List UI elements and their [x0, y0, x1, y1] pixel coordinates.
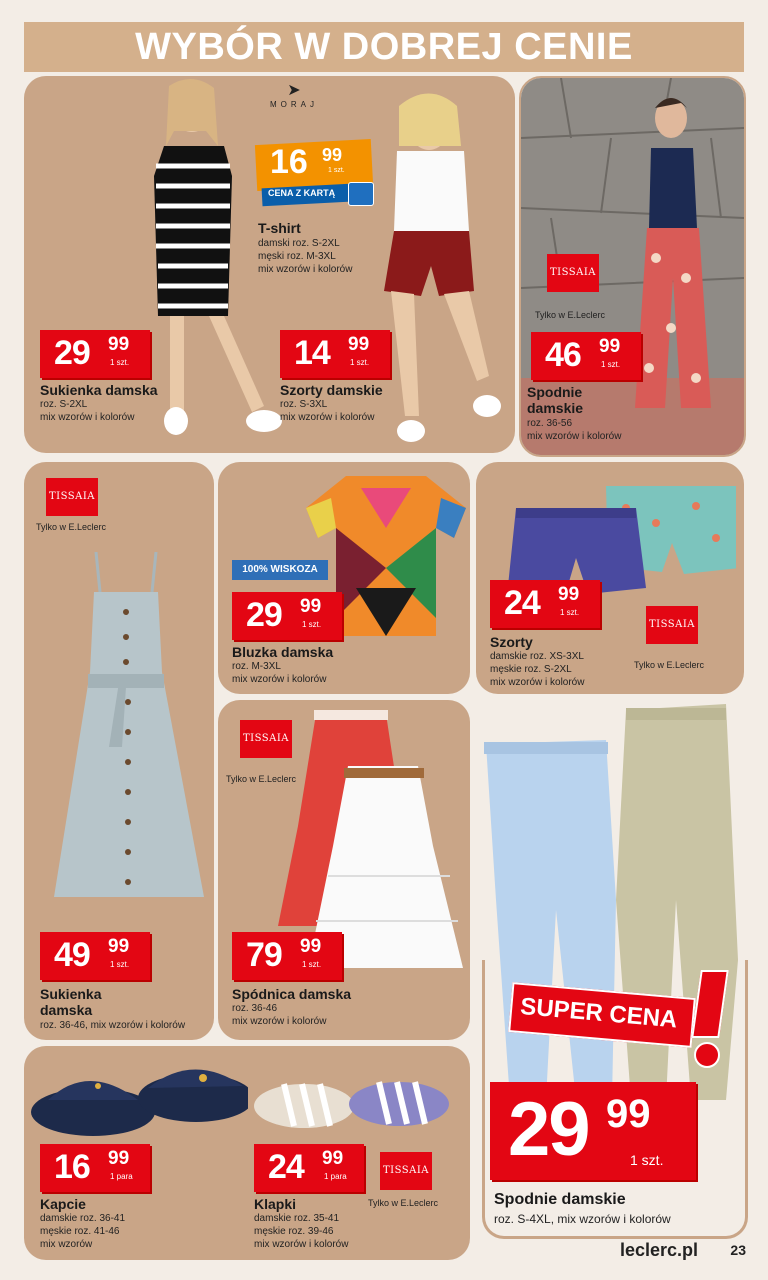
pants2-desc1: roz. S-4XL, mix wzorów i kolorów — [494, 1212, 671, 1226]
shorts1-price-unit: 1 szt. — [350, 358, 370, 367]
pants2-price-int: 29 — [508, 1087, 589, 1172]
flipflops-desc3: mix wzorów i kolorów — [254, 1239, 349, 1250]
card-slippers-flipflops — [24, 1046, 470, 1260]
super-cena-label: SUPER CENA — [519, 992, 679, 1034]
skirt-desc2: mix wzorów i kolorów — [232, 1016, 327, 1027]
flipflops-price-int: 24 — [268, 1148, 304, 1186]
tissaia-logo: TISSAIA — [646, 606, 698, 644]
card-skirt — [218, 700, 470, 1040]
pants2-price-dec: 99 — [606, 1092, 651, 1136]
card-pants1 — [519, 76, 746, 457]
shorts2-price-int: 24 — [504, 584, 540, 622]
card-blouse — [218, 462, 470, 694]
flipflops-price-tag — [254, 1144, 364, 1192]
tshirt-desc1: damski roz. S-2XL — [258, 238, 340, 249]
dress1-price-int: 29 — [54, 334, 90, 372]
shorts2-price-dec: 99 — [558, 584, 580, 605]
tylko-label: Tylko w E.Leclerc — [535, 310, 606, 320]
shorts2-desc2: męskie roz. S-2XL — [490, 664, 572, 675]
dress1-price-tag — [40, 330, 150, 378]
shorts2-price-unit: 1 szt. — [560, 608, 580, 617]
skirt-name: Spódnica damska — [232, 986, 352, 1002]
dress2-price-tag — [40, 932, 150, 980]
tylko-label: Tylko w E.Leclerc — [36, 522, 107, 532]
dress1-price-dec: 99 — [108, 334, 130, 355]
slippers-desc3: mix wzorów — [40, 1239, 93, 1250]
blouse-desc2: mix wzorów i kolorów — [232, 674, 327, 685]
shorts1-price-tag — [280, 330, 390, 378]
skirt-price-dec: 99 — [300, 936, 322, 957]
dress2-price-unit: 1 szt. — [110, 960, 130, 969]
pants2-price-tag — [490, 1082, 696, 1180]
skirt-price-unit: 1 szt. — [302, 960, 322, 969]
moraj-logo — [254, 80, 334, 109]
tissaia-logo: TISSAIA — [240, 720, 292, 758]
tissaia-logo: TISSAIA — [547, 254, 599, 292]
skirt-price-int: 79 — [246, 936, 282, 974]
tylko-label: Tylko w E.Leclerc — [634, 660, 705, 670]
blouse-desc1: roz. M-3XL — [232, 661, 281, 672]
skirt-desc1: roz. 36-46 — [232, 1003, 278, 1014]
pants1-price-unit: 1 szt. — [601, 360, 621, 369]
blouse-price-int: 29 — [246, 596, 282, 634]
chevron-right-icon: ➤ — [287, 82, 301, 99]
blouse-price-tag — [232, 592, 342, 640]
shorts1-desc1: roz. S-3XL — [280, 399, 328, 410]
pants1-price-int: 46 — [545, 336, 581, 374]
dress1-name: Sukienka damska — [40, 382, 158, 398]
shorts1-price-int: 14 — [294, 334, 330, 372]
moraj-wordmark: MORAJ — [270, 100, 318, 109]
slippers-name: Kapcie — [40, 1196, 86, 1212]
page-number: 23 — [730, 1242, 746, 1258]
tshirt-price-tag — [256, 142, 372, 206]
shorts2-desc3: mix wzorów i kolorów — [490, 677, 585, 688]
page-title: WYBÓR W DOBREJ CENIE — [135, 26, 633, 68]
card-price-label: CENA Z KARTĄ — [268, 188, 336, 198]
pants1-price-dec: 99 — [599, 336, 621, 357]
pants1-desc1: roz. 36-56 — [527, 418, 573, 429]
pants1-desc2: mix wzorów i kolorów — [527, 431, 622, 442]
blouse-price-unit: 1 szt. — [302, 620, 322, 629]
tylko-label: Tylko w E.Leclerc — [368, 1198, 439, 1208]
dress2-price-int: 49 — [54, 936, 90, 974]
dress1-desc2: mix wzorów i kolorów — [40, 412, 135, 423]
card-dress2 — [24, 462, 214, 1040]
blouse-price-dec: 99 — [300, 596, 322, 617]
slippers-desc1: damskie roz. 36-41 — [40, 1213, 126, 1224]
skirt-price-tag — [232, 932, 342, 980]
flipflops-price-unit: 1 para — [324, 1172, 347, 1181]
shorts2-price-tag — [490, 580, 600, 628]
shorts1-price-dec: 99 — [348, 334, 370, 355]
flipflops-name: Klapki — [254, 1196, 297, 1212]
shorts1-desc2: mix wzorów i kolorów — [280, 412, 375, 423]
exclamation-icon — [690, 970, 726, 1068]
blouse-name: Bluzka damska — [232, 644, 334, 660]
flipflops-price-dec: 99 — [322, 1148, 344, 1169]
pants1-name-1: Spodnie — [527, 384, 583, 400]
dress1-price-unit: 1 szt. — [110, 358, 130, 367]
flipflops-desc2: męskie roz. 39-46 — [254, 1226, 334, 1237]
tissaia-logo: TISSAIA — [380, 1152, 432, 1190]
shorts1-name: Szorty damskie — [280, 382, 383, 398]
tissaia-logo: TISSAIA — [46, 478, 98, 516]
shorts-photo — [369, 76, 515, 451]
shorts2-photo — [496, 468, 736, 598]
dress2-name-2: damska — [40, 1002, 93, 1018]
slippers-price-dec: 99 — [108, 1148, 130, 1169]
header-banner — [24, 22, 744, 72]
slippers-price-int: 16 — [54, 1148, 90, 1186]
tshirt-desc2: męski roz. M-3XL — [258, 251, 336, 262]
tshirt-desc3: mix wzorów i kolorów — [258, 264, 353, 275]
tshirt-name: T-shirt — [258, 220, 301, 236]
tshirt-price-unit: 1 szt. — [328, 167, 345, 174]
tshirt-price-dec: 99 — [322, 145, 343, 165]
card-dress-tshirt-shorts — [24, 76, 515, 453]
pants2-name: Spodnie damskie — [494, 1191, 626, 1208]
dress2-photo — [54, 552, 204, 932]
footer-site-link[interactable]: leclerc.pl — [619, 1240, 698, 1260]
dress2-price-dec: 99 — [108, 936, 130, 957]
flipflops-desc1: damskie roz. 35-41 — [254, 1213, 340, 1224]
shorts2-desc1: damskie roz. XS-3XL — [490, 651, 584, 662]
tshirt-price-int: 16 — [270, 143, 308, 181]
material-badge: 100% WISKOZA — [232, 560, 328, 580]
slippers-price-unit: 1 para — [110, 1172, 133, 1181]
loyalty-card-icon — [348, 182, 374, 206]
slippers-price-tag — [40, 1144, 150, 1192]
dress2-desc1: roz. 36-46, mix wzorów i kolorów — [40, 1020, 186, 1031]
pants1-price-tag — [531, 332, 641, 380]
card-shorts2 — [476, 462, 744, 694]
pants1-name-2: damskie — [527, 400, 584, 416]
flipflops-photo — [254, 1066, 454, 1146]
pants2-price-unit: 1 szt. — [630, 1152, 664, 1168]
slippers-desc2: męskie roz. 41-46 — [40, 1226, 120, 1237]
tylko-label: Tylko w E.Leclerc — [226, 774, 297, 784]
dress2-name-1: Sukienka — [40, 986, 102, 1002]
shorts2-name: Szorty — [490, 634, 533, 650]
slippers-photo — [28, 1052, 248, 1142]
dress1-desc1: roz. S-2XL — [40, 399, 88, 410]
